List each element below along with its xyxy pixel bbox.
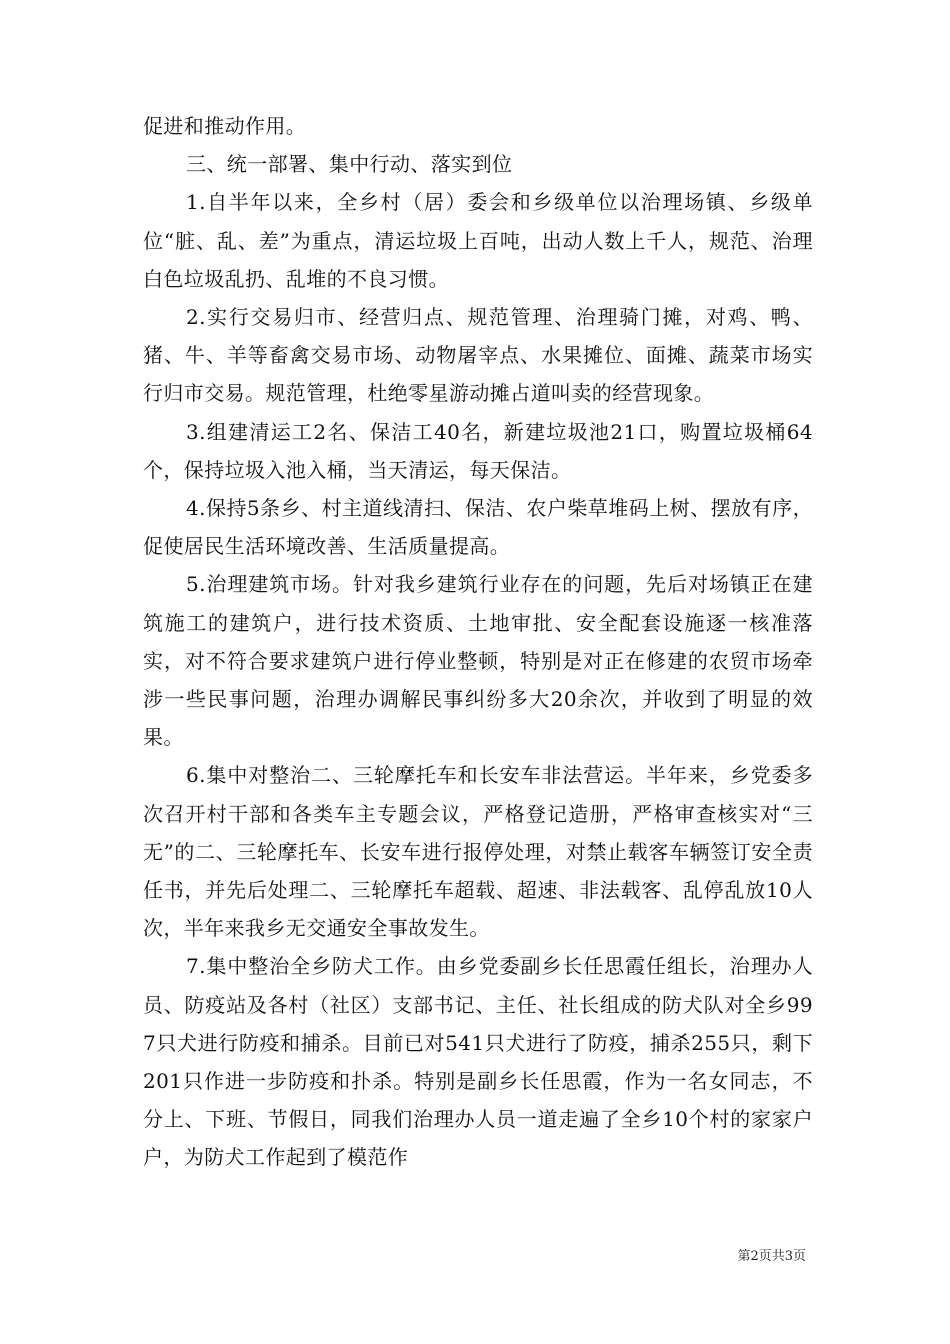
paragraph-item-3: 3.组建清运工2名、保洁工40名，新建垃圾池21口，购置垃圾桶64个，保持垃圾入池入桶，当天清运，每天保洁。 xyxy=(143,419,813,482)
page-number-footer: 第2页共3页 xyxy=(737,1249,806,1264)
paragraph-item-7: 7.集中整治全乡防犬工作。由乡党委副乡长任思霞任组长，治理办人员、防疫站及各村（社区）支部书记、主任、社长组成的防犬队对全乡997只犬进行防疫和捕杀。目前已对541只犬进行了防疫，捕杀255只，剩下201只作进一步防疫和扑杀。特别是副乡长任思霞，作为一名女同志，不分上、下班、节假日，同我们治理办人员一道走遍了全乡10个村的家家户户，为防犬工作起到了模范作 xyxy=(143,954,813,1170)
paragraph-continuation: 促进和推动作用。 xyxy=(143,114,307,138)
paragraph-item-6: 6.集中对整治二、三轮摩托车和长安车非法营运。半年来，乡党委多次召开村干部和各类车主专题会议，严格登记造册，严格审查核实对“三无”的二、三轮摩托车、长安车进行报停处理，对禁止载客车辆签订安全责任书，并先后处理二、三轮摩托车超载、超速、非法载客、乱停乱放10人次，半年来我乡无交通安全事故发生。 xyxy=(143,763,813,941)
paragraph-item-2: 2.实行交易归市、经营归点、规范管理、治理骑门摊，对鸡、鸭、猪、牛、羊等畜禽交易市场、动物屠宰点、水果摊位、面摊、蔬菜市场实行归市交易。规范管理，杜绝零星游动摊占道叫卖的经营现象。 xyxy=(143,305,813,406)
document-body xyxy=(143,107,813,1177)
section-heading: 三、统一部署、集中行动、落实到位 xyxy=(186,152,513,177)
paragraph-item-5: 5.治理建筑市场。针对我乡建筑行业存在的问题，先后对场镇正在建筑施工的建筑户，进行技术资质、土地审批、安全配套设施逐一核准落实，对不符合要求建筑户进行停业整顿，特别是对正在修建的农贸市场牵涉一些民事问题，治理办调解民事纠纷多大20余次，并收到了明显的效果。 xyxy=(143,572,813,750)
paragraph-item-4: 4.保持5条乡、村主道线清扫、保洁、农户柴草堆码上树、摆放有序，促使居民生活环境改善、生活质量提高。 xyxy=(143,496,813,559)
paragraph-item-1: 1.自半年以来，全乡村（居）委会和乡级单位以治理场镇、乡级单位“脏、乱、差”为重点，清运垃圾上百吨，出动人数上千人，规范、治理白色垃圾乱扔、乱堆的不良习惯。 xyxy=(143,190,813,291)
